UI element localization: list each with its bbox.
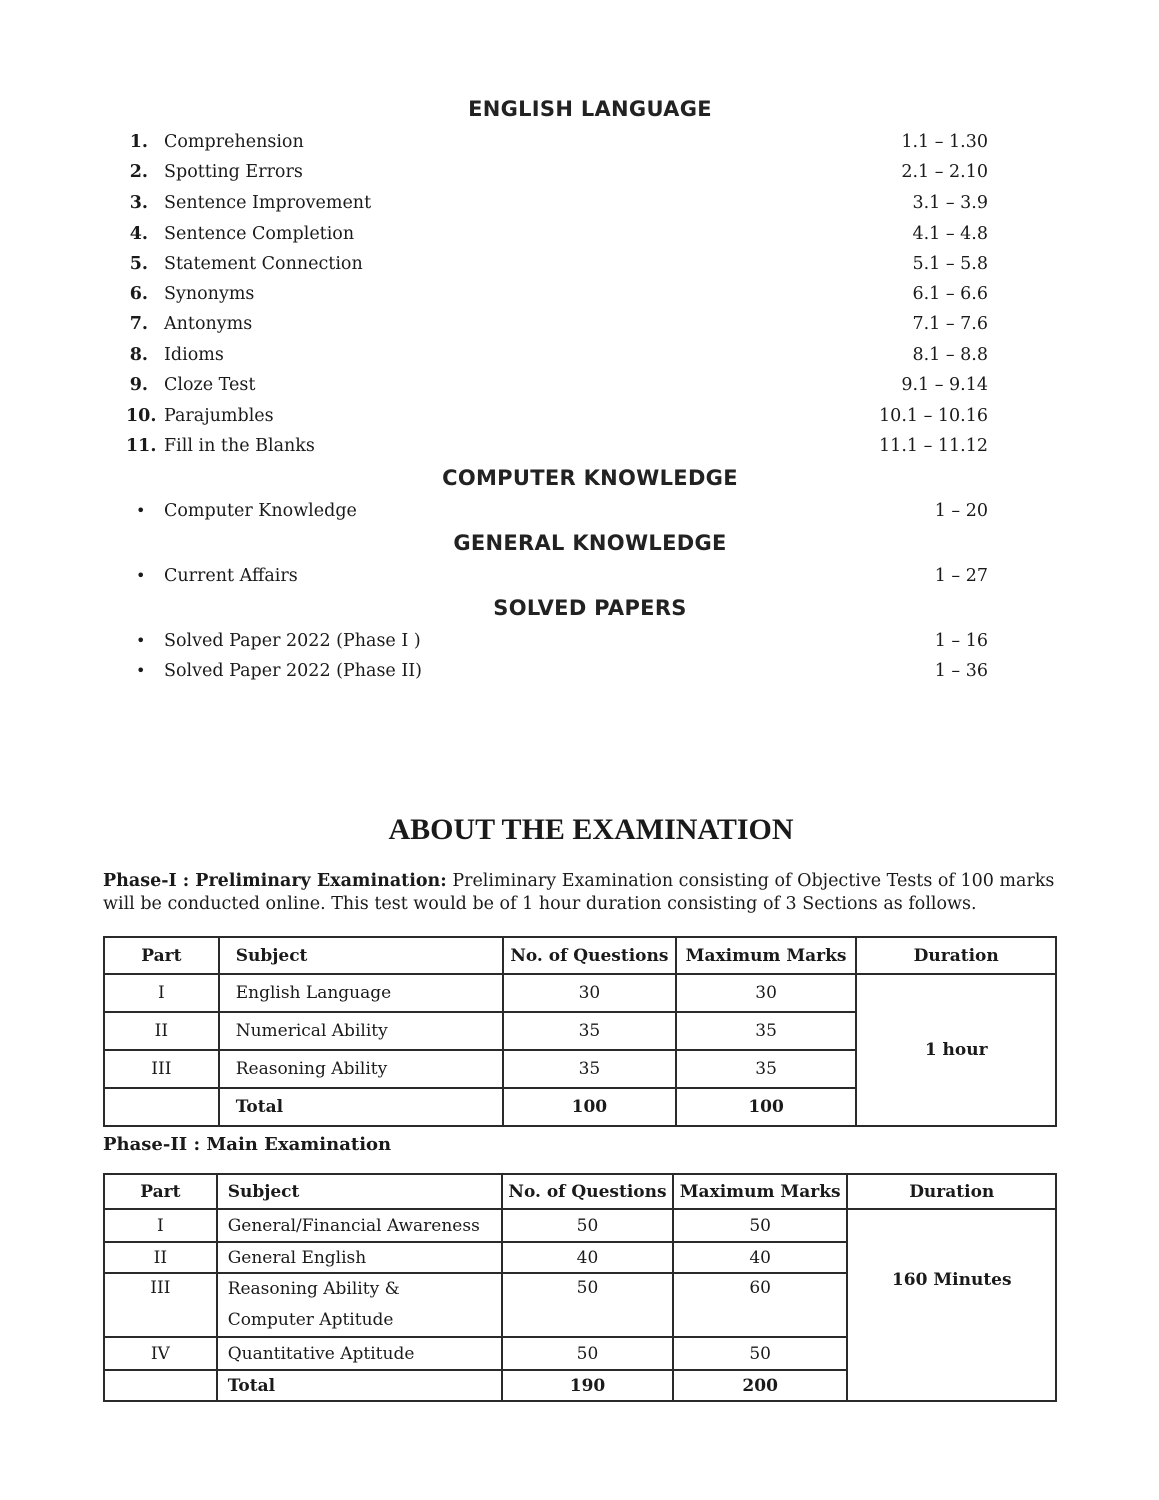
toc-pages: 8.1 – 8.8 xyxy=(912,345,988,365)
section-heading-computer: COMPUTER KNOWLEDGE xyxy=(442,466,738,490)
header-duration: Duration xyxy=(856,937,1056,974)
toc-row xyxy=(126,375,988,401)
toc-row xyxy=(126,436,988,462)
cell-subject-line: Computer Aptitude xyxy=(227,1310,394,1330)
toc-pages: 1 – 36 xyxy=(934,661,988,681)
toc-row xyxy=(126,193,988,219)
toc-pages: 4.1 – 4.8 xyxy=(912,224,988,244)
cell-subject: English Language xyxy=(219,974,503,1012)
toc-pages: 1.1 – 1.30 xyxy=(901,132,988,152)
cell-subject: General English xyxy=(217,1242,502,1273)
section-heading-english: ENGLISH LANGUAGE xyxy=(468,97,712,121)
toc-pages: 2.1 – 2.10 xyxy=(901,162,988,182)
cell-subject: Reasoning Ability xyxy=(219,1050,503,1088)
cell-subject: Numerical Ability xyxy=(219,1012,503,1050)
toc-title: Solved Paper 2022 (Phase II) xyxy=(164,661,422,681)
toc-pages: 7.1 – 7.6 xyxy=(912,314,988,334)
toc-row xyxy=(126,345,988,371)
toc-number: 2. xyxy=(129,162,148,182)
toc-title: Parajumbles xyxy=(164,406,274,426)
toc-number: 8. xyxy=(129,345,148,365)
cell-marks: 40 xyxy=(673,1242,848,1273)
cell-questions: 50 xyxy=(502,1273,673,1337)
cell-subject: Quantitative Aptitude xyxy=(217,1337,502,1370)
bullet-icon: • xyxy=(136,661,146,680)
toc-pages: 1 – 20 xyxy=(934,501,988,521)
toc-title: Fill in the Blanks xyxy=(164,436,315,456)
toc-title: Current Affairs xyxy=(164,566,298,586)
toc-title: Cloze Test xyxy=(164,375,256,395)
bullet-icon: • xyxy=(136,566,146,585)
table-header-row xyxy=(104,1174,1056,1209)
toc-title: Statement Connection xyxy=(164,254,363,274)
toc-title: Solved Paper 2022 (Phase I ) xyxy=(164,631,421,651)
cell-questions: 35 xyxy=(503,1012,676,1050)
header-subject: Subject xyxy=(217,1174,502,1209)
section-heading-general: GENERAL KNOWLEDGE xyxy=(453,531,727,555)
cell-part: III xyxy=(104,1273,217,1337)
bullet-icon: • xyxy=(136,631,146,650)
toc-row xyxy=(126,406,988,432)
phase2-label: Phase-II : Main Examination xyxy=(103,1134,392,1155)
cell-questions: 40 xyxy=(502,1242,673,1273)
toc-title: Computer Knowledge xyxy=(164,501,357,521)
header-part: Part xyxy=(104,937,219,974)
cell-total-marks: 200 xyxy=(673,1370,848,1401)
toc-title: Spotting Errors xyxy=(164,162,303,182)
cell-part: I xyxy=(104,1209,217,1242)
cell-total-questions: 190 xyxy=(502,1370,673,1401)
phase2-table xyxy=(103,1173,1057,1402)
cell-marks: 50 xyxy=(673,1209,848,1242)
toc-pages: 1 – 16 xyxy=(934,631,988,651)
cell-part: II xyxy=(104,1242,217,1273)
cell-part xyxy=(104,1088,219,1126)
cell-part: II xyxy=(104,1012,219,1050)
toc-number: 3. xyxy=(129,193,148,213)
header-marks: Maximum Marks xyxy=(673,1174,848,1209)
table-row xyxy=(104,1209,1056,1242)
cell-part: IV xyxy=(104,1337,217,1370)
toc-number: 5. xyxy=(129,254,148,274)
cell-total-label: Total xyxy=(219,1088,503,1126)
toc-pages: 10.1 – 10.16 xyxy=(879,406,988,426)
toc-number: 11. xyxy=(126,436,157,456)
toc-row xyxy=(126,254,988,280)
cell-questions: 35 xyxy=(503,1050,676,1088)
toc-number: 9. xyxy=(129,375,148,395)
phase1-table xyxy=(103,936,1057,1127)
toc-title: Sentence Completion xyxy=(164,224,355,244)
toc-row xyxy=(126,566,988,592)
header-duration: Duration xyxy=(847,1174,1056,1209)
cell-subject-line: Reasoning Ability & xyxy=(227,1279,400,1299)
toc-pages: 3.1 – 3.9 xyxy=(912,193,988,213)
cell-questions: 50 xyxy=(502,1337,673,1370)
toc-row xyxy=(126,501,988,527)
header-subject: Subject xyxy=(219,937,503,974)
toc-number: 6. xyxy=(129,284,148,304)
bullet-icon: • xyxy=(136,501,146,520)
toc-title: Synonyms xyxy=(164,284,255,304)
toc-row xyxy=(126,314,988,340)
cell-marks: 60 xyxy=(673,1273,848,1337)
toc-number: 1. xyxy=(129,132,148,152)
cell-marks: 50 xyxy=(673,1337,848,1370)
exam-title: ABOUT THE EXAMINATION xyxy=(388,813,794,846)
cell-marks: 30 xyxy=(676,974,857,1012)
cell-marks: 35 xyxy=(676,1012,857,1050)
toc-row xyxy=(126,284,988,310)
cell-part: I xyxy=(104,974,219,1012)
section-heading-solved: SOLVED PAPERS xyxy=(493,596,687,620)
phase1-text: Preliminary Examination consisting of Objective Tests of 100 marks will be conducted online. This test would be of 1 hour duration consisting of 3 Sections as follows. xyxy=(103,871,1055,914)
toc-number: 4. xyxy=(129,224,148,244)
cell-part xyxy=(104,1370,217,1401)
toc-pages: 9.1 – 9.14 xyxy=(901,375,988,395)
phase1-intro xyxy=(103,870,1063,916)
toc-title: Antonyms xyxy=(164,314,253,334)
phase1-label: Phase-I : Preliminary Examination: xyxy=(103,871,447,891)
toc-row xyxy=(126,631,988,657)
toc-pages: 5.1 – 5.8 xyxy=(912,254,988,274)
toc-number: 10. xyxy=(126,406,157,426)
cell-total-label: Total xyxy=(217,1370,502,1401)
header-questions: No. of Questions xyxy=(502,1174,673,1209)
toc-number: 7. xyxy=(129,314,148,334)
cell-questions: 30 xyxy=(503,974,676,1012)
cell-duration: 160 Minutes xyxy=(847,1209,1056,1401)
cell-subject: General/Financial Awareness xyxy=(217,1209,502,1242)
toc-row xyxy=(126,162,988,188)
table-row xyxy=(104,974,1056,1012)
toc-title: Sentence Improvement xyxy=(164,193,372,213)
toc-row xyxy=(126,224,988,250)
cell-marks: 35 xyxy=(676,1050,857,1088)
toc-pages: 11.1 – 11.12 xyxy=(879,436,988,456)
cell-total-marks: 100 xyxy=(676,1088,857,1126)
toc-row xyxy=(126,132,988,158)
toc-row xyxy=(126,661,988,687)
table-header-row xyxy=(104,937,1056,974)
header-marks: Maximum Marks xyxy=(676,937,857,974)
cell-questions: 50 xyxy=(502,1209,673,1242)
cell-total-questions: 100 xyxy=(503,1088,676,1126)
toc-title: Idioms xyxy=(164,345,224,365)
cell-part: III xyxy=(104,1050,219,1088)
header-part: Part xyxy=(104,1174,217,1209)
toc-title: Comprehension xyxy=(164,132,304,152)
cell-duration: 1 hour xyxy=(856,974,1056,1126)
header-questions: No. of Questions xyxy=(503,937,676,974)
toc-pages: 6.1 – 6.6 xyxy=(912,284,988,304)
cell-subject xyxy=(217,1273,502,1337)
toc-pages: 1 – 27 xyxy=(934,566,988,586)
